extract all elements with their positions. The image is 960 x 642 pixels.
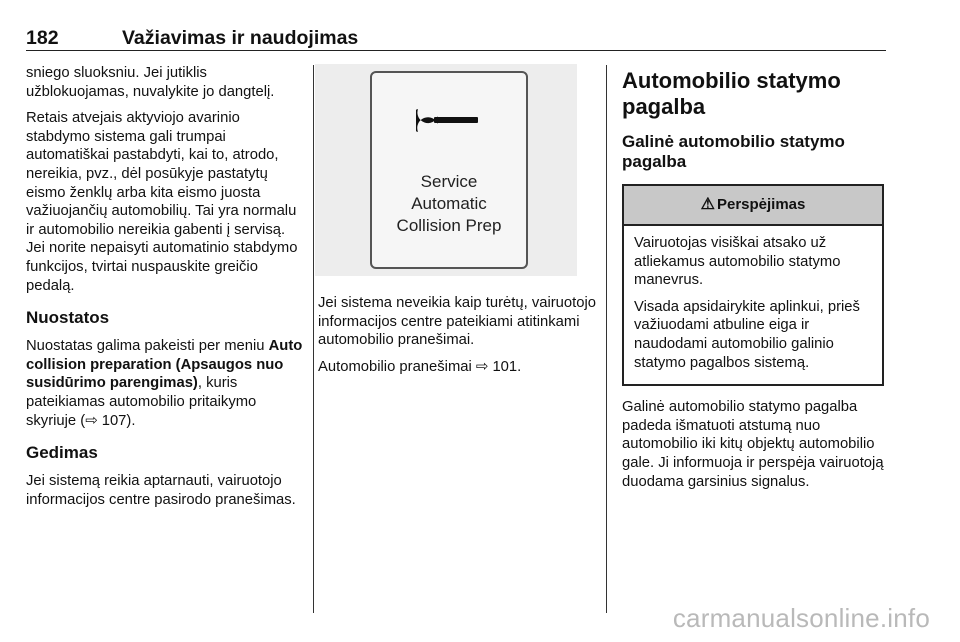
page-reference-link[interactable]: 101 <box>492 358 518 375</box>
header-rule <box>26 50 886 51</box>
section-heading: Automobilio statymo pagalba <box>622 68 841 119</box>
message-text: Service Automatic Collision Prep <box>396 172 502 235</box>
paragraph-messages-ref: Automobilio pranešimai ⇨ 101. <box>318 358 522 375</box>
heading-settings: Nuostatos <box>26 308 110 328</box>
warning-title: Perspėjimas <box>716 195 806 213</box>
paragraph-sensor: sniego sluoksniu. Jei jutiklis užblokuojamas, nuvalykite jo dangtelį. <box>26 65 275 100</box>
chapter-title: Važiavimas ir naudojimas <box>122 27 359 49</box>
dashboard-message-figure <box>315 64 577 276</box>
heading-fault: Gedimas <box>26 443 98 463</box>
page-number: 182 <box>26 27 59 49</box>
warning-box <box>622 184 884 386</box>
page-reference-link[interactable]: 107 <box>101 412 127 429</box>
paragraph-fault: Jei sistemą reikia aptarnauti, vairuotojo informacijos centre pasirodo pranešimas. <box>26 473 296 508</box>
warning-paragraph-1: Vairuotojas visiškai atsako už atliekamus automobilio statymo manevrus. <box>634 235 841 289</box>
paragraph-settings: Nuostatas galima pakeisti per meniu Auto collision preparation (Apsaugos nuo susidūrimo parengimas), kuris pateikiamas automobilio pritaikymo skyriuje (⇨ 107). <box>26 338 303 429</box>
column-divider-2 <box>606 65 607 613</box>
warning-triangle-icon: ⚠ <box>700 195 715 213</box>
message-display <box>370 71 528 269</box>
column-2 <box>318 64 598 384</box>
wrench-icon <box>416 107 482 139</box>
menu-item-name: Auto collision preparation (Apsaugos nuo susidūrimo parengimas) <box>26 338 303 392</box>
paragraph-parking-assist: Galinė automobilio statymo pagalba padeda išmatuoti atstumą nuo automobilio iki kitų objektų automobilio gale. Ji informuoja ir perspėja vairuotoją duodama garsinius signalus. <box>622 399 884 490</box>
column-divider-1 <box>313 65 314 613</box>
warning-paragraph-2: Visada apsidairykite aplinkui, prieš važiuodami atbuline eiga ir naudodami automobilio galinio statymo pagalbos sistemą. <box>634 298 860 371</box>
warning-header <box>624 186 882 226</box>
column-1 <box>26 64 306 517</box>
paragraph-malfunction: Jei sistema neveikia kaip turėtų, vairuotojo informacijos centre pateikiami atitinkami automobilio pranešimai. <box>318 295 596 349</box>
paragraph-braking: Retais atvejais aktyviojo avarinio stabdymo sistema gali trumpai automatiškai pastabdyti, kai to, atrodo, nereikia, pvz., dėl posūkyje pastatytų eismo ženklų arba kita eismo juosta važiuojančių automobilių. Tai yra normalu ir automobilio nereikia gabenti į servisą. Jei norite nepaisyti automatinio stabdymo funkcijos, tvirtai nuspauskite greičio pedalą. <box>26 110 298 294</box>
subsection-heading: Galinė automobilio statymo pagalba <box>622 132 845 171</box>
column-3 <box>622 64 884 499</box>
arrow-reference-icon: ⇨ <box>85 412 102 429</box>
arrow-reference-icon: ⇨ <box>475 358 493 375</box>
warning-body <box>624 226 882 384</box>
watermark: carmanualsonline.info <box>672 603 930 633</box>
